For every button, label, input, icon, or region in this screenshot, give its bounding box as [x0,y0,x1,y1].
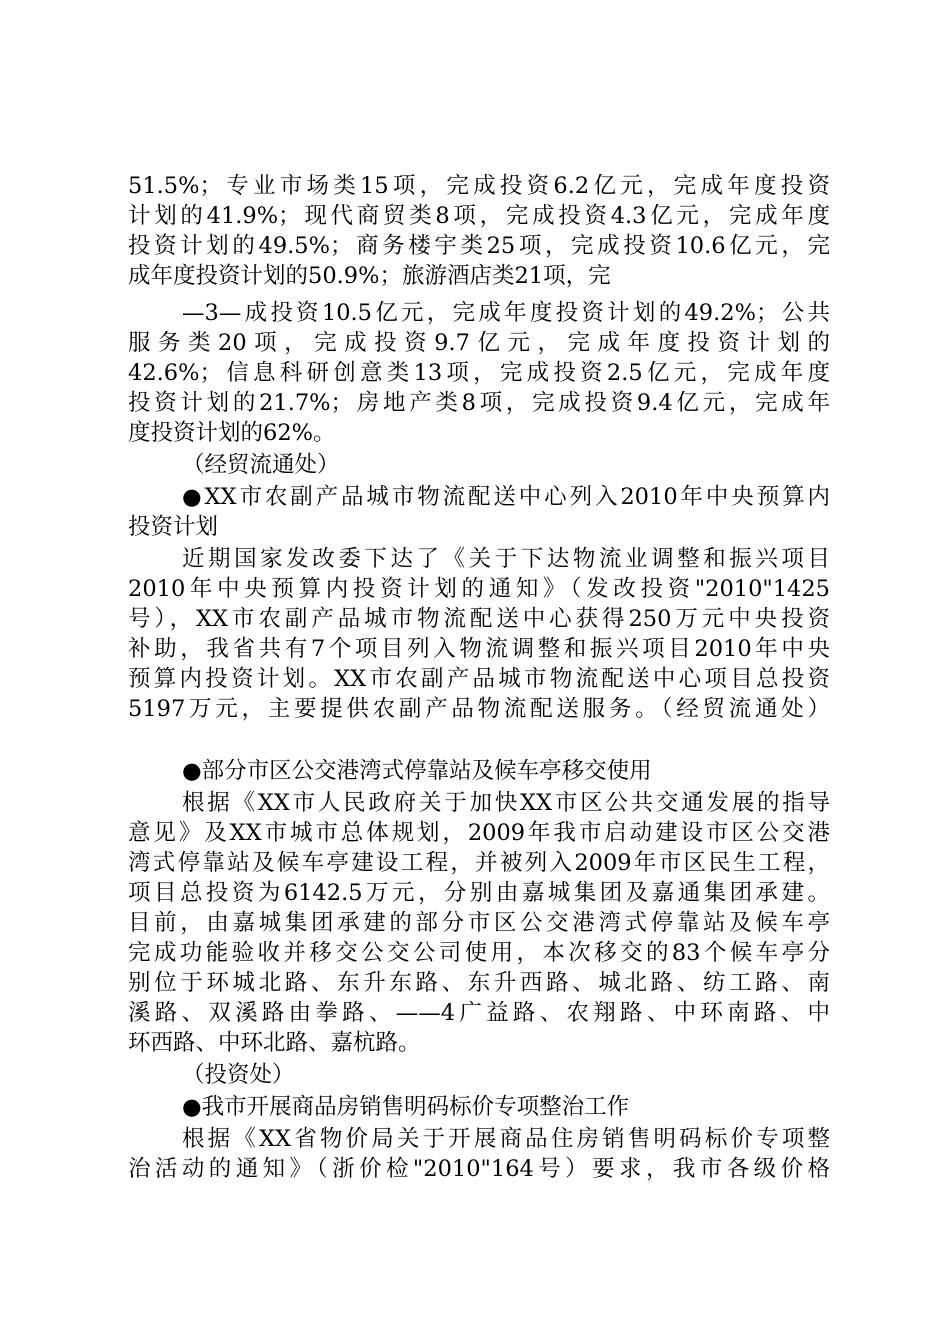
section-heading: ●我市开展商品房销售明码标价专项整治工作 [182,1094,630,1120]
text-line: 补助，我省共有7个项目列入物流调整和振兴项目2010年中央 [128,636,830,662]
section-heading: 投资计划 [128,514,219,540]
text-line: 别位于环城北路、东升东路、东升西路、城北路、纺工路、南 [128,970,830,996]
text-line: 2010年中央预算内投资计划的通知》（发改投资"2010"1425 [128,576,830,602]
section-heading: ●部分市区公交港湾式停靠站及候车亭移交使用 [182,758,652,784]
text-line: 完成功能验收并移交公交公司使用，本次移交的83个候车亭分 [128,940,830,966]
text-line: 意见》及XX市城市总体规划，2009年我市启动建设市区公交港 [128,820,830,846]
text-line: 成年度投资计划的50.9%；旅游酒店类21项，完 [128,263,611,289]
text-line: 计划的41.9%；现代商贸类8项，完成投资4.3亿元，完成年度 [128,203,830,229]
text-line: 服务类20项，完成投资9.7亿元，完成年度投资计划的 [128,330,830,356]
text-line: 治活动的通知》（浙价检"2010"164号）要求，我市各级价格 [128,1156,830,1182]
section-source: （投资处） [182,1062,295,1088]
text-line: 51.5%；专业市场类15项，完成投资6.2亿元，完成年度投资 [128,173,830,199]
text-line: 度投资计划的62%。 [128,420,336,446]
text-line: 5197万元，主要提供农副产品物流配送服务。（经贸流通处） [128,696,830,722]
text-line: —3—成投资10.5亿元，完成年度投资计划的49.2%；公共 [182,300,830,326]
text-line: 近期国家发改委下达了《关于下达物流业调整和振兴项目 [182,546,830,572]
section-source: （经贸流通处） [182,452,340,478]
text-line: 湾式停靠站及候车亭建设工程，并被列入2009年市区民生工程， [128,850,830,876]
text-line: 环西路、中环北路、嘉杭路。 [128,1030,421,1056]
text-line: 溪路、双溪路由拳路、——4广益路、农翔路、中环南路、中 [128,1000,830,1026]
text-line: 根据《XX市人民政府关于加快XX市区公共交通发展的指导 [182,790,830,816]
text-line: 号），XX市农副产品城市物流配送中心获得250万元中央投资 [128,606,830,632]
text-line: 预算内投资计划。XX市农副产品城市物流配送中心项目总投资 [128,666,830,692]
text-line: 投资计划的49.5%；商务楼宇类25项，完成投资10.6亿元，完 [128,233,830,259]
text-line: 根据《XX省物价局关于开展商品住房销售明码标价专项整 [182,1126,830,1152]
text-line: 项目总投资为6142.5万元，分别由嘉城集团及嘉通集团承建。 [128,880,830,906]
text-line: 42.6%；信息科研创意类13项，完成投资2.5亿元，完成年度 [128,360,830,386]
text-line: 投资计划的21.7%；房地产类8项，完成投资9.4亿元，完成年 [128,390,830,416]
text-line: 目前，由嘉城集团承建的部分市区公交港湾式停靠站及候车亭 [128,910,830,936]
section-heading: ●XX市农副产品城市物流配送中心列入2010年中央预算内 [182,484,830,510]
